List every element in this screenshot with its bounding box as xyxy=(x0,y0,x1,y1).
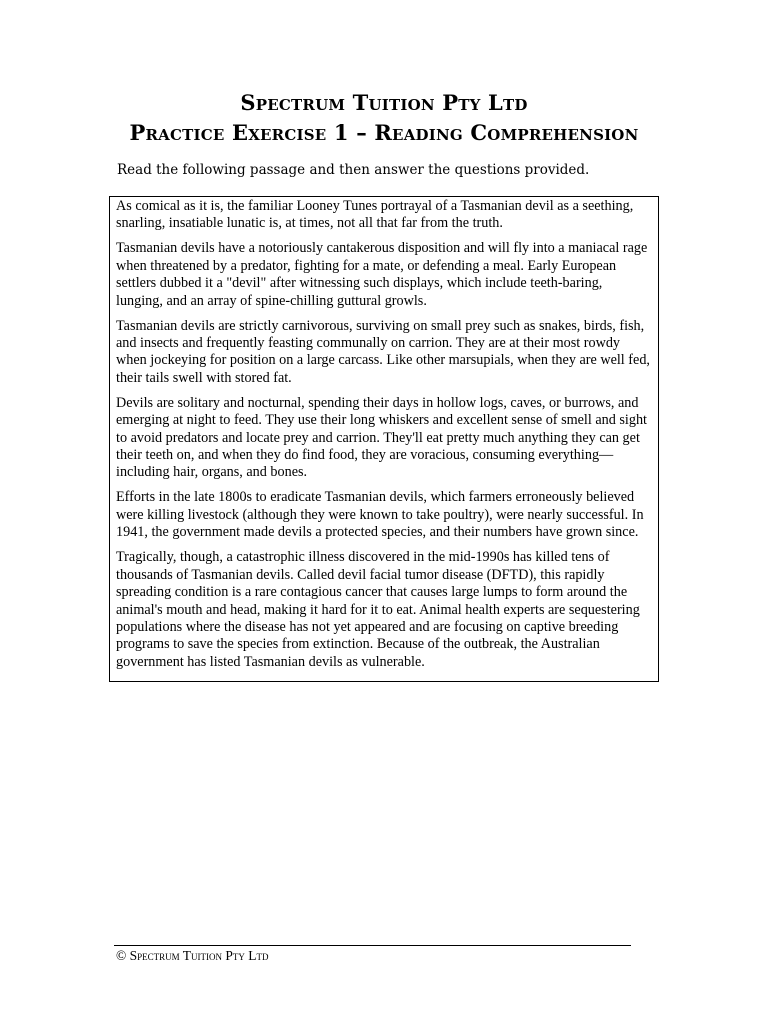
passage-paragraph: Tragically, though, a catastrophic illness discovered in the mid-1990s has killed tens of thousands of Tasmanian devils. Called devil facial tumor disease (DFTD), this rapidly spreading condition is a rare contagious cancer that causes large lumps to form around the animal's mouth and head, making it hard for it to eat. Animal health experts are sequestering populations where the disease has not yet appeared and are focusing on captive breeding programs to save the species from extinction. Because of the outbreak, the Australian government has listed Tasmanian devils as vulnerable. xyxy=(116,549,640,670)
copyright-icon: © xyxy=(116,948,127,963)
passage-paragraph: Devils are solitary and nocturnal, spending their days in hollow logs, caves, or burrows, and emerging at night to feed. They use their long whiskers and excellent sense of smell and sight to avoid predators and locate prey and carrion. They'll eat pretty much anything they can get their teeth on, and when they do find food, they are voracious, consuming everything—including hair, organs, and bones. xyxy=(116,394,647,481)
page-title: Spectrum Tuition Pty Ltd xyxy=(240,90,528,115)
passage-paragraph: Tasmanian devils have a notoriously cantakerous disposition and will fly into a maniacal rage when threatened by a predator, fighting for a mate, or defending a meal. Early European settlers dubbed it a "devil" after witnessing such displays, which include teeth-baring, lunging, and an array of spine-chilling guttural growls. xyxy=(116,240,648,309)
footer-company-name: Spectrum Tuition Pty Ltd xyxy=(129,948,269,963)
page-subtitle: Practice Exercise 1 – Reading Comprehension xyxy=(129,120,639,145)
passage-box xyxy=(109,196,659,682)
footer-divider xyxy=(114,945,631,946)
page-header xyxy=(0,88,768,148)
passage-paragraph: Tasmanian devils are strictly carnivorous, surviving on small prey such as snakes, birds, fish, and insects and frequently feasting communally on carrion. They are at their most rowdy when jockeying for position on a large carcass. Like other marsupials, when they are well fed, their tails swell with stored fat. xyxy=(116,317,650,386)
passage-paragraph: Efforts in the late 1800s to eradicate Tasmanian devils, which farmers erroneously believed were killing livestock (although they were known to take poultry), were nearly successful. In 1941, the government made devils a protected species, and their numbers have grown since. xyxy=(116,489,644,541)
passage-paragraph: As comical as it is, the familiar Looney Tunes portrayal of a Tasmanian devil as a seething, snarling, insatiable lunatic is, at times, not all that far from the truth. xyxy=(116,198,634,232)
instruction-text: Read the following passage and then answer the questions provided. xyxy=(117,162,590,178)
page-footer xyxy=(116,947,269,965)
